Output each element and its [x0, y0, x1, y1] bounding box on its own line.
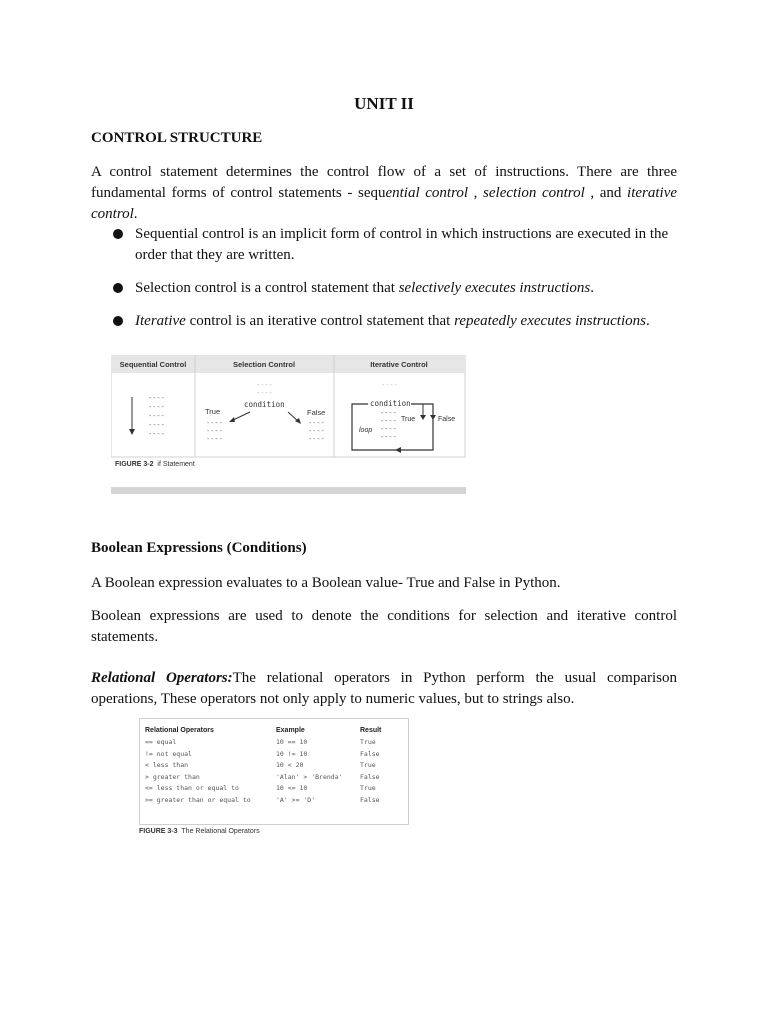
relational-paragraph	[91, 668, 677, 710]
selection-condition: condition	[244, 400, 285, 409]
bullet-selection	[111, 278, 677, 299]
cell-result: True	[360, 761, 376, 769]
intro-sep-2: , and	[584, 185, 628, 201]
seq-line-2: ----	[148, 403, 165, 411]
cell-operator: <= less than or equal to	[145, 784, 239, 792]
iter-body-2: ----	[380, 417, 397, 425]
cell-result: False	[360, 795, 380, 804]
sel-true-1: ----	[206, 419, 223, 427]
cell-example: 'Alan' > 'Brenda'	[276, 772, 343, 781]
cell-operator: < less than	[145, 761, 189, 769]
cell-operator: != not equal	[145, 749, 192, 758]
header-result: Result	[360, 727, 382, 734]
bullet-italic-2: repeatedly executes instructions	[454, 313, 646, 329]
cell-example: 'A' >= 'D'	[276, 795, 316, 804]
sel-false-2: ----	[308, 427, 325, 435]
section-title: CONTROL STRUCTURE	[91, 130, 263, 146]
intro-italic-selection: selection control	[483, 185, 585, 201]
cell-result: False	[360, 772, 380, 781]
figure1-number: FIGURE 3-2	[115, 461, 154, 468]
sel-true-2: ----	[206, 427, 223, 435]
cell-operator: == equal	[145, 738, 177, 746]
table-row	[145, 750, 405, 762]
iter-body-1: ----	[380, 409, 397, 417]
intro-period: .	[133, 206, 138, 222]
cell-example: 10 != 10	[276, 749, 308, 758]
seq-line-3: ----	[148, 412, 165, 420]
table-row	[145, 761, 405, 773]
bullet-period: .	[590, 280, 595, 296]
boolean-heading: Boolean Expressions (Conditions)	[91, 540, 307, 556]
relational-operators-table-figure	[139, 718, 409, 825]
intro-sep-1: ,	[468, 185, 484, 201]
figure1-caption-text: if Statement	[157, 461, 195, 468]
table-row	[145, 773, 405, 785]
seq-line-5: ----	[148, 430, 165, 438]
table-header-row	[145, 727, 405, 738]
cell-example: 10 <= 10	[276, 784, 308, 792]
bullet-period: .	[645, 313, 650, 329]
control-flow-diagram	[111, 355, 467, 465]
bullet-text: Sequential control is an implicit form of control in which instructions are executed in the order that they are written.	[135, 226, 669, 263]
intro-text: A control statement determines the control flow of a set of instructions. There are three fundamental forms of control statements - sequ	[91, 164, 677, 201]
bullet-text: control is an iterative control statement that	[185, 313, 455, 329]
bullet-dot	[113, 283, 123, 293]
header-selection: Selection Control	[232, 360, 296, 369]
intro-paragraph	[91, 162, 677, 225]
boolean-para-2: Boolean expressions are used to denote the conditions for selection and iterative control statements.	[91, 608, 677, 645]
sel-false-1: ----	[308, 419, 325, 427]
relational-lead: Relational Operators:	[91, 670, 233, 686]
bullet-sequential	[111, 224, 677, 266]
cell-operator: >= greater than or equal to	[145, 795, 251, 804]
iter-body-3: ----	[380, 425, 397, 433]
sel-line-top-1: ----	[256, 381, 273, 389]
selection-false: False	[307, 408, 326, 417]
cell-result: True	[360, 738, 376, 746]
figure2-number: FIGURE 3-3	[139, 828, 178, 835]
unit-title: UNIT II	[354, 94, 414, 113]
sel-line-top-2: ----	[256, 389, 273, 397]
seq-line-4: ----	[148, 421, 165, 429]
sel-false-3: ----	[308, 435, 325, 443]
bullet-italic: Iterative	[135, 313, 186, 329]
cell-result: False	[360, 749, 380, 758]
table-row	[145, 784, 405, 796]
header-example: Example	[276, 727, 305, 734]
iterative-condition: condition	[370, 399, 411, 408]
figure2-caption-text: The Relational Operators	[181, 828, 260, 835]
bullet-dot	[113, 229, 123, 239]
seq-line-1: ----	[148, 394, 165, 402]
selection-true: True	[205, 407, 221, 416]
cell-example: 10 < 20	[276, 761, 304, 769]
figure2-caption	[139, 828, 260, 835]
bullet-text: Selection control is a control statement that	[135, 280, 399, 296]
cell-example: 10 == 10	[276, 738, 308, 746]
cell-operator: > greater than	[145, 772, 200, 781]
intro-italic-iterative: iterative control	[91, 185, 678, 222]
figure1-caption	[115, 461, 195, 468]
iterative-false: False	[438, 416, 456, 423]
relational-operators-table	[145, 727, 405, 807]
boolean-para-1: A Boolean expression evaluates to a Boolean value- True and False in Python.	[91, 575, 561, 591]
relational-text: The relational operators in Python perform the usual comparison operations, These operators not only apply to numeric values, but to strings also.	[91, 670, 677, 707]
figure-control-flow	[111, 355, 467, 495]
table-row	[145, 738, 405, 750]
figure1-divider	[111, 487, 466, 494]
bullet-dot	[113, 316, 123, 326]
header-operators: Relational Operators	[145, 727, 214, 734]
iterative-true: True	[401, 416, 416, 423]
header-iterative: Iterative Control	[370, 360, 428, 369]
sel-true-3: ----	[206, 435, 223, 443]
header-sequential: Sequential Control	[119, 360, 187, 369]
iterative-loop: loop	[359, 427, 373, 434]
bullet-list	[111, 224, 677, 344]
iter-line-top-1: ----	[381, 381, 398, 389]
table-row	[145, 796, 405, 808]
intro-italic-sequential: ential control	[385, 185, 469, 201]
cell-result: True	[360, 784, 376, 792]
bullet-italic: selectively executes instructions	[398, 280, 591, 296]
iter-body-4: ----	[380, 433, 397, 441]
bullet-iterative	[111, 311, 677, 332]
